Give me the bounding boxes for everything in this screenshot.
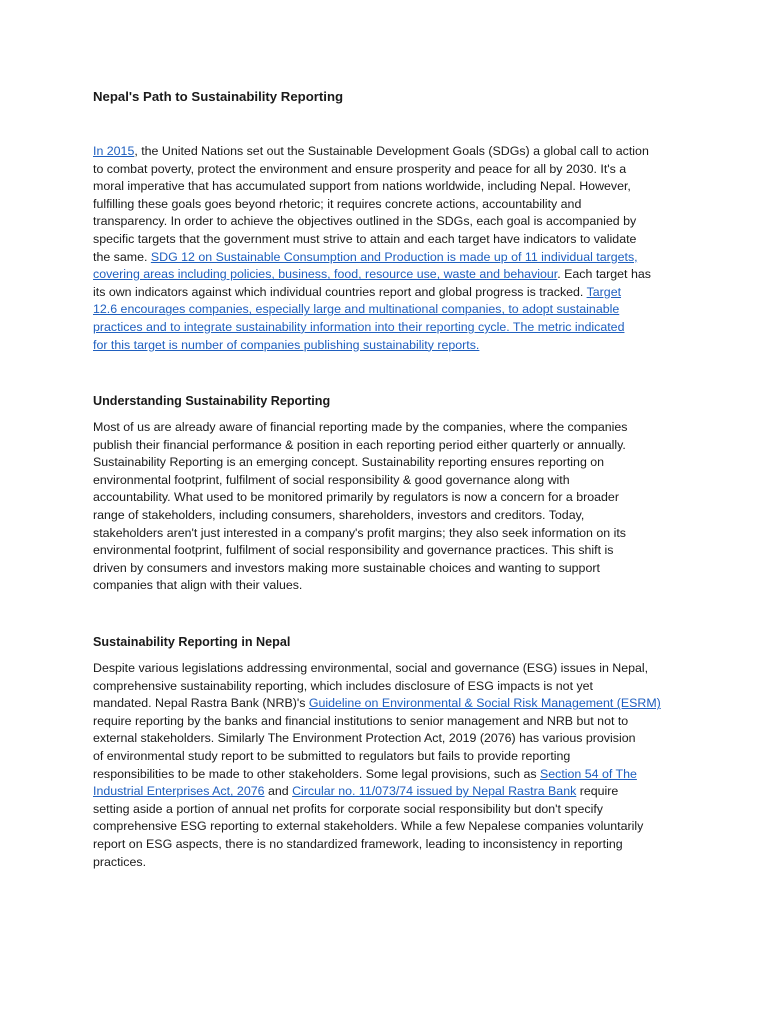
- paragraph-line: require reporting by the banks and financial institutions to senior management and NRB but not to: [93, 713, 629, 728]
- target-12-6-link[interactable]: Target: [586, 284, 622, 299]
- paragraph-line: covering areas including policies, business, food, resource use, waste and behaviour. Each target has: [93, 267, 651, 282]
- paragraph-line: Sustainability Reporting is an emerging concept. Sustainability reporting ensures reporting on: [93, 455, 605, 470]
- paragraph-line: setting aside a portion of annual net profits for corporate social responsibility but don't specify: [93, 801, 603, 816]
- paragraph-line: external stakeholders. Similarly The Environment Protection Act, 2019 (2076) has various provision: [93, 731, 636, 746]
- target-12-6-link-continued[interactable]: practices and to integrate sustainability information into their reporting cycle. The metric indicated: [93, 319, 625, 334]
- paragraph-line: companies that align with their values.: [93, 578, 303, 593]
- nepal-paragraph: [93, 660, 678, 871]
- paragraph-line: transparency. In order to achieve the objectives outlined in the SDGs, each goal is accompanied by: [93, 214, 637, 229]
- paragraph-line: accountability. What used to be monitored primarily by regulators is now a concern for a broader: [93, 490, 619, 505]
- paragraph-line: specific targets that the government must strive to attain and each target have indicators to validate: [93, 231, 637, 246]
- paragraph-line: [93, 337, 678, 355]
- paragraph-line: report on ESG aspects, there is no standardized framework, leading to inconsistency in reporting: [93, 836, 623, 851]
- paragraph-line: environmental footprint, fulfilment of social responsibility & good governance along with: [93, 472, 570, 487]
- paragraph-line: mandated. Nepal Rastra Bank (NRB)'s Guideline on Environmental & Social Risk Management (ESRM): [93, 696, 661, 711]
- paragraph-line: comprehensive sustainability reporting, which includes disclosure of ESG impacts is not yet: [93, 678, 593, 693]
- paragraph-line: environmental footprint, fulfilment of social responsibility and governance practices. This shift is: [93, 543, 614, 558]
- paragraph-line: comprehensive ESG reporting to external stakeholders. While a few Nepalese companies voluntarily: [93, 819, 644, 834]
- paragraph-line: [93, 319, 678, 337]
- paragraph-line: Industrial Enterprises Act, 2076 and Circular no. 11/073/74 issued by Nepal Rastra Bank require: [93, 784, 619, 799]
- paragraph-line: Despite various legislations addressing environmental, social and governance (ESG) issues in Nepal,: [93, 661, 649, 675]
- section-54-link-continued[interactable]: Industrial Enterprises Act, 2076: [93, 784, 265, 799]
- target-12-6-link-continued[interactable]: for this target is number of companies publishing sustainability reports.: [93, 337, 480, 352]
- paragraph-line: the same. SDG 12 on Sustainable Consumption and Production is made up of 11 individual targets,: [93, 249, 638, 264]
- nrb-circular-link[interactable]: Circular no. 11/073/74 issued by Nepal Rastra Bank: [292, 784, 577, 799]
- paragraph-line: to combat poverty, protect the environment and ensure prosperity and peace for all by 2030. It's a: [93, 161, 627, 176]
- intro-paragraph: [93, 143, 678, 354]
- paragraph-line: driven by consumers and investors making more sustainable choices and wanting to support: [93, 560, 600, 575]
- paragraph-line: [93, 301, 678, 319]
- target-12-6-link-continued[interactable]: 12.6 encourages companies, especially large and multinational companies, to adopt sustainable: [93, 302, 620, 317]
- paragraph-line: its own indicators against which individual countries report and global progress is tracked. Target: [93, 284, 622, 299]
- paragraph-line: fulfilling these goals goes beyond rhetoric; it requires concrete actions, accountability and: [93, 196, 582, 211]
- section-heading-nepal: Sustainability Reporting in Nepal: [93, 635, 291, 649]
- paragraph-line: range of stakeholders, including consumers, shareholders, investors and creditors. Today,: [93, 507, 585, 522]
- section-54-link[interactable]: Section 54 of The: [540, 766, 637, 781]
- paragraph-line: practices.: [93, 854, 147, 869]
- esrm-guideline-link[interactable]: Guideline on Environmental & Social Risk Management (ESRM): [308, 696, 661, 711]
- paragraph-line: responsibilities to be made to other stakeholders. Some legal provisions, such as Section 54 of The: [93, 766, 637, 781]
- paragraph-line: publish their financial performance & position in each reporting period either quarterly or annually.: [93, 437, 626, 452]
- section-heading-understanding: Understanding Sustainability Reporting: [93, 394, 331, 408]
- paragraph-line: of environmental study report to be submitted to regulators but fails to provide reporting: [93, 748, 571, 763]
- paragraph-line: stakeholders aren't just interested in a company's profit margins; they also seek information on its: [93, 525, 626, 540]
- sdg12-link[interactable]: SDG 12 on Sustainable Consumption and Production is made up of 11 individual targets,: [150, 249, 638, 264]
- in-2015-link[interactable]: In 2015: [93, 144, 135, 158]
- paragraph-line: Most of us are already aware of financial reporting made by the companies, where the companies: [93, 420, 628, 434]
- article-title: Nepal's Path to Sustainability Reporting: [93, 89, 344, 104]
- paragraph-line: In 2015, the United Nations set out the Sustainable Development Goals (SDGs) a global call to action: [93, 144, 649, 158]
- paragraph-line: moral imperative that has accumulated support from nations worldwide, including Nepal. However,: [93, 179, 631, 194]
- understanding-paragraph: [93, 419, 678, 595]
- sdg12-link-continued[interactable]: covering areas including policies, business, food, resource use, waste and behaviour: [93, 267, 558, 282]
